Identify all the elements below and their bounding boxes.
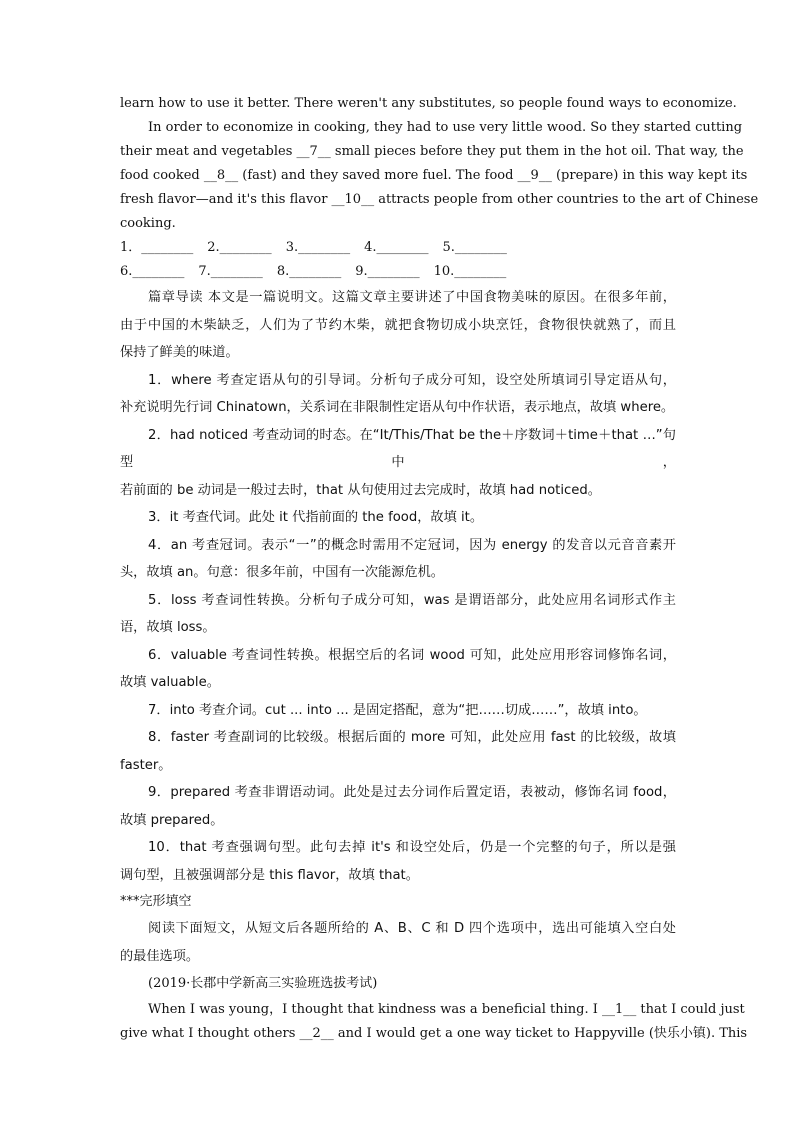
explanation-line: 9．prepared 考查非谓语动词。此处是过去分词作后置定语，表被动，修饰名词 food， [148,785,676,800]
source-note: (2019·长郡中学新高三实验班选拔考试) [148,976,378,991]
answer-blank[interactable]: 10.________ [433,264,507,279]
explanation-line: 头，故填 an。句意：很多年前，中国有一次能源危机。 [120,565,444,580]
answer-explanations [120,367,676,890]
explanation-line: 7．into 考查介词。cut ... into ... 是固定搭配，意为“把……切成……”，故填 into。 [148,702,647,718]
answer-blank[interactable]: 2.________ [207,240,272,255]
answer-blank[interactable]: 4.________ [364,240,429,255]
passage-line: In order to economize in cooking, they had to use very little wood. So they started cutting [148,120,743,135]
answer-blank[interactable]: 7.________ [198,264,263,279]
explanation-line: 4．an 考查冠词。表示“一”的概念时需用不定冠词，因为 energy 的发音以元音音素开 [148,537,676,553]
passage-line: learn how to use it better. There weren't any substitutes, so people found ways to economize. [120,96,737,111]
passage-line: When I was young，I thought that kindness was a beneficial thing. I __1__ that I could just [148,1002,745,1017]
answer-blank[interactable]: 1．________ [120,240,194,255]
passage-line: fresh flavor—and it's this flavor __10__ attracts people from other countries to the art of Chinese [120,192,759,207]
guide-line: 篇章导读 本文是一篇说明文。这篇文章主要讲述了中国食物美味的原因。在很多年前， [148,290,676,305]
explanation-line: 10．that 考查强调句型。此句去掉 it's 和设空处后，仍是一个完整的句子，所以是强 [148,840,676,855]
explanation-line: 语，故填 loss。 [120,620,216,635]
explanation-line: 5．loss 考查词性转换。分析句子成分可知，was 是谓语部分，此处应用名词形式作主 [148,592,676,608]
answer-blanks-row-2 [120,260,676,284]
answer-blank[interactable]: 5.________ [442,240,507,255]
passage-line: food cooked __8__ (fast) and they saved more fuel. The food __9__ (prepare) in this way kept its [120,168,748,183]
instruction-line: 阅读下面短文，从短文后各题所给的 A、B、C 和 D 四个选项中，选出可能填入空白处 [148,921,676,936]
explanation-line: 故填 valuable。 [120,675,220,690]
passage-line: cooking. [120,216,176,231]
answer-blank[interactable]: 3.________ [285,240,351,255]
guide-line: 保持了鲜美的味道。 [120,345,239,360]
passage-guide [120,284,676,367]
answer-blanks-row-1 [120,236,676,260]
explanation-line: 3．it 考查代词。此处 it 代指前面的 the food，故填 it。 [148,510,484,525]
guide-line: 由于中国的木柴缺乏，人们为了节约木柴，就把食物切成小块烹饪，食物很快就熟了，而且 [120,317,676,333]
explanation-line: 调句型，且被强调部分是 this flavor，故填 that。 [120,867,419,883]
document-page [120,92,759,1046]
section-title: ***完形填空 [120,894,192,909]
answer-blank[interactable]: 9.________ [355,264,420,279]
explanation-line: 补充说明先行词 Chinatown，关系词在非限制性定语从句中作状语，表示地点，故填 where。 [120,400,675,415]
explanation-line: 1．where 考查定语从句的引导词。分析句子成分可知，设空处所填词引导定语从句， [148,372,676,388]
instruction-line: 的最佳选项。 [120,948,200,964]
passage-line: give what I thought others __2__ and I would get a one way ticket to Happyville (快乐小镇). This [120,1026,748,1041]
explanation-line: faster。 [120,757,172,773]
explanation-line: 故填 prepared。 [120,812,224,828]
explanation-line: 6．valuable 考查词性转换。根据空后的名词 wood 可知，此处应用形容词修饰名词， [148,647,676,663]
answer-blank[interactable]: 8.________ [276,264,342,279]
instructions [120,915,676,970]
passage-line: their meat and vegetables __7__ small pieces before they put them in the hot oil. That way, the [120,144,744,159]
explanation-line: 8．faster 考查副词的比较级。根据后面的 more 可知，此处应用 fast 的比较级，故填 [148,730,676,745]
answer-blank[interactable]: 6.________ [120,264,185,279]
explanation-line: 若前面的 be 动词是一般过去时，that 从句使用过去完成时，故填 had noticed。 [120,482,601,498]
explanation-line: 2．had noticed 考查动词的时态。在“It/This/That be the＋序数词＋time＋that …”句型中， [120,427,676,470]
